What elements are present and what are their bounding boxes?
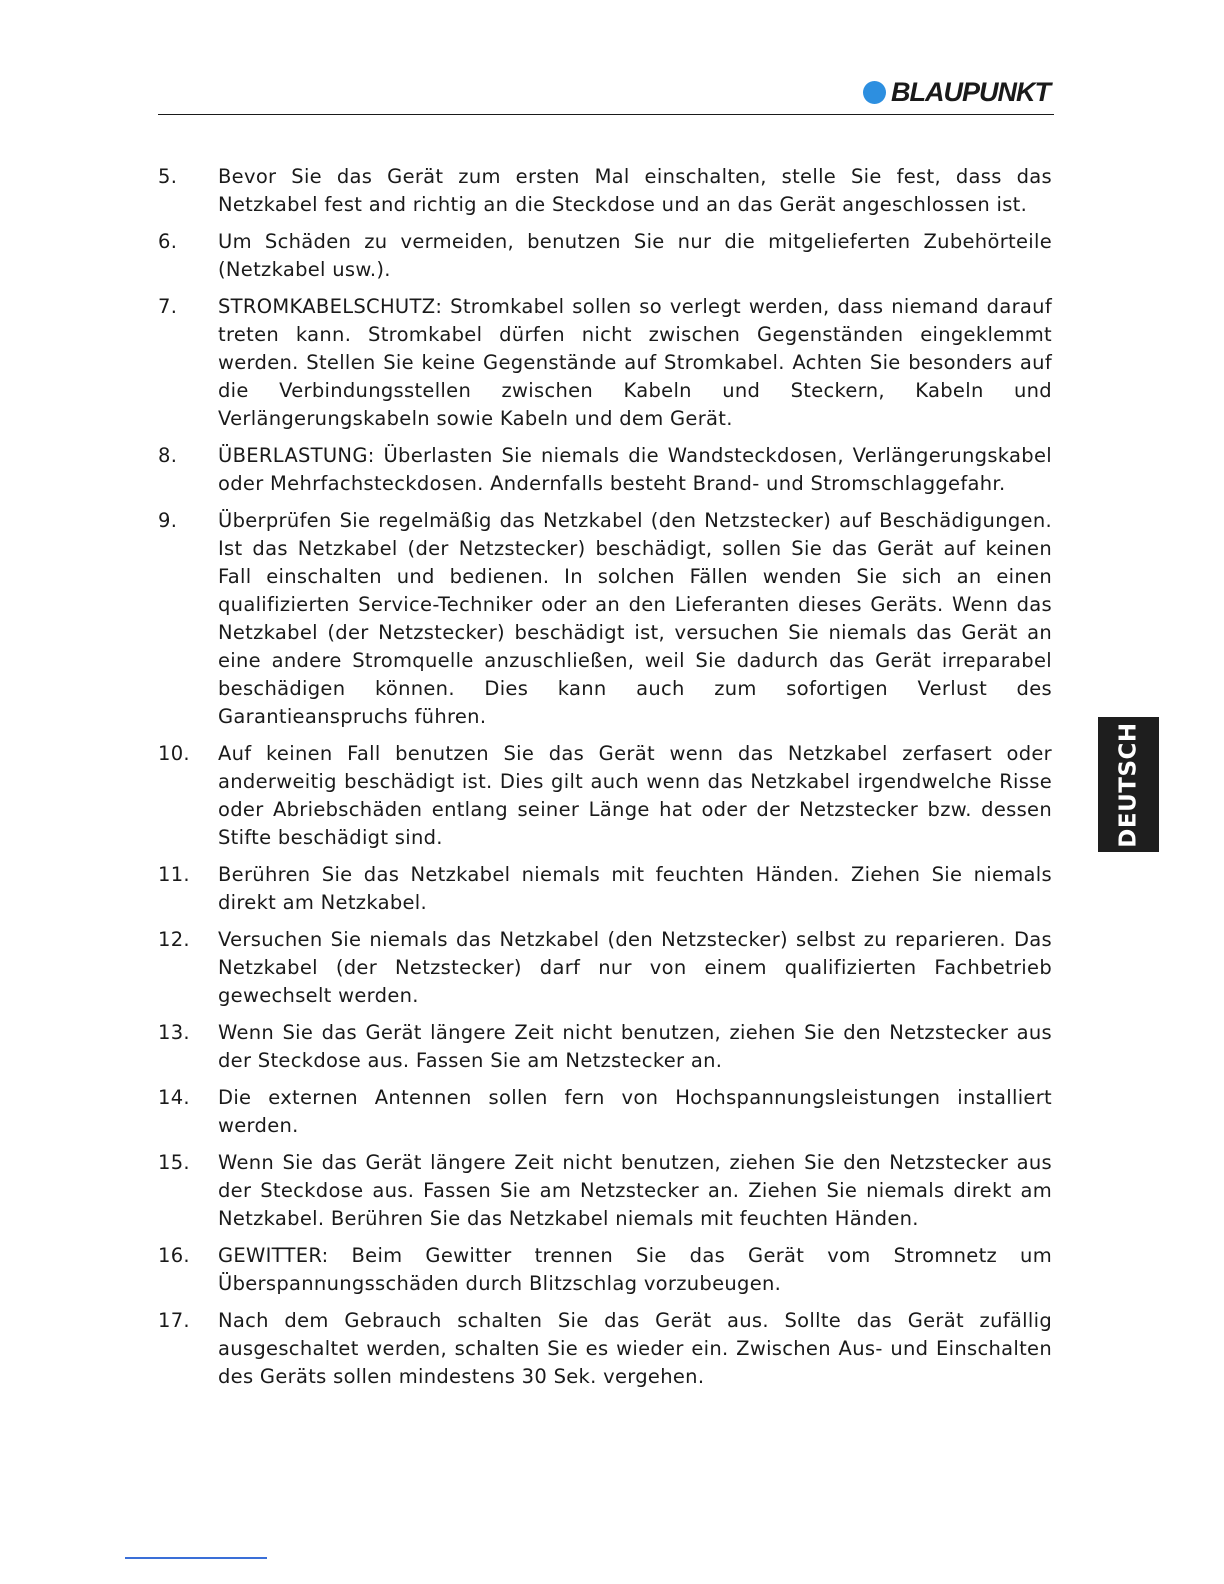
list-item xyxy=(158,861,1052,917)
language-side-tab xyxy=(1098,717,1159,852)
list-item xyxy=(158,1084,1052,1140)
list-item xyxy=(158,1019,1052,1075)
list-item xyxy=(158,228,1052,284)
item-number: 9. xyxy=(158,509,178,532)
item-text: ÜBERLASTUNG: Überlasten Sie niemals die Wandsteckdosen, Verlängerungskabel oder Mehrfachsteckdosen. Andernfalls besteht Brand- und Stromschlaggefahr. xyxy=(218,444,1052,495)
item-text: Auf keinen Fall benutzen Sie das Gerät wenn das Netzkabel zerfasert oder anderweitig beschädigt ist. Dies gilt auch wenn das Netzkabel irgendwelche Risse oder Abriebschäden entlang seiner Länge hat oder der Netzstecker bzw. dessen Stifte beschädigt sind. xyxy=(218,742,1052,849)
list-item xyxy=(158,163,1052,219)
list-item xyxy=(158,1307,1052,1391)
item-text: Berühren Sie das Netzkabel niemals mit feuchten Händen. Ziehen Sie niemals direkt am Netzkabel. xyxy=(218,863,1052,914)
item-number: 17. xyxy=(158,1309,190,1332)
footnote-rule xyxy=(125,1557,267,1559)
item-text: Die externen Antennen sollen fern von Hochspannungsleistungen installiert werden. xyxy=(218,1086,1052,1137)
item-text: Wenn Sie das Gerät längere Zeit nicht benutzen, ziehen Sie den Netzstecker aus der Steckdose aus. Fassen Sie am Netzstecker an. xyxy=(218,1021,1052,1072)
brand-logo xyxy=(863,78,1050,106)
page-header xyxy=(158,70,1054,115)
item-number: 13. xyxy=(158,1021,190,1044)
item-text: Versuchen Sie niemals das Netzkabel (den Netzstecker) selbst zu reparieren. Das Netzkabel (der Netzstecker) darf nur von einem qualifizierten Fachbetrieb gewechselt werden. xyxy=(218,928,1052,1007)
item-number: 12. xyxy=(158,928,190,951)
item-text: Um Schäden zu vermeiden, benutzen Sie nur die mitgelieferten Zubehörteile (Netzkabel usw.). xyxy=(218,230,1052,281)
item-text: STROMKABELSCHUTZ: Stromkabel sollen so verlegt werden, dass niemand darauf treten kann. Stromkabel dürfen nicht zwischen Gegenständen eingeklemmt werden. Stellen Sie keine Gegenstände auf Stromkabel. Achten Sie besonders auf die Verbindungsstellen zwischen Kabeln und Steckern, Kabeln und Verlängerungskabeln sowie Kabeln und dem Gerät. xyxy=(218,295,1052,430)
list-item xyxy=(158,1149,1052,1233)
list-item xyxy=(158,507,1052,731)
item-number: 7. xyxy=(158,295,178,318)
item-text: Bevor Sie das Gerät zum ersten Mal einschalten, stelle Sie fest, dass das Netzkabel fest and richtig an die Steckdose und an das Gerät angeschlossen ist. xyxy=(218,165,1052,216)
item-number: 14. xyxy=(158,1086,190,1109)
item-number: 11. xyxy=(158,863,190,886)
list-item xyxy=(158,926,1052,1010)
item-number: 6. xyxy=(158,230,178,253)
list-item xyxy=(158,1242,1052,1298)
item-text: GEWITTER: Beim Gewitter trennen Sie das Gerät vom Stromnetz um Überspannungsschäden durch Blitzschlag vorzubeugen. xyxy=(218,1244,1052,1295)
item-number: 8. xyxy=(158,444,178,467)
item-number: 5. xyxy=(158,165,178,188)
item-number: 16. xyxy=(158,1244,190,1267)
safety-instructions-list xyxy=(158,163,1052,1400)
brand-dot-icon xyxy=(863,81,886,104)
item-text: Überprüfen Sie regelmäßig das Netzkabel (den Netzstecker) auf Beschädigungen. Ist das Netzkabel (der Netzstecker) beschädigt, sollen Sie das Gerät auf keinen Fall einschalten und bedienen. In solchen Fällen wenden Sie sich an einen qualifizierten Service-Techniker oder an den Lieferanten dieses Geräts. Wenn das Netzkabel (der Netzstecker) beschädigt ist, versuchen Sie niemals das Gerät an eine andere Stromquelle anzuschließen, weil Sie dadurch das Gerät irreparabel beschädigen können. Dies kann auch zum sofortigen Verlust des Garantieanspruchs führen. xyxy=(218,509,1052,728)
brand-name: BLAUPUNKT xyxy=(891,76,1050,107)
list-item xyxy=(158,740,1052,852)
list-item xyxy=(158,293,1052,433)
item-number: 10. xyxy=(158,742,190,765)
item-number: 15. xyxy=(158,1151,190,1174)
item-text: Nach dem Gebrauch schalten Sie das Gerät aus. Sollte das Gerät zufällig ausgeschaltet werden, schalten Sie es wieder ein. Zwischen Aus- und Einschalten des Geräts sollen mindestens 30 Sek. vergehen. xyxy=(218,1309,1052,1388)
language-side-tab-label: DEUTSCH xyxy=(1115,721,1142,848)
item-text: Wenn Sie das Gerät längere Zeit nicht benutzen, ziehen Sie den Netzstecker aus der Steckdose aus. Fassen Sie am Netzstecker an. Ziehen Sie niemals direkt am Netzkabel. Berühren Sie das Netzkabel niemals mit feuchten Händen. xyxy=(218,1151,1052,1230)
list-item xyxy=(158,442,1052,498)
